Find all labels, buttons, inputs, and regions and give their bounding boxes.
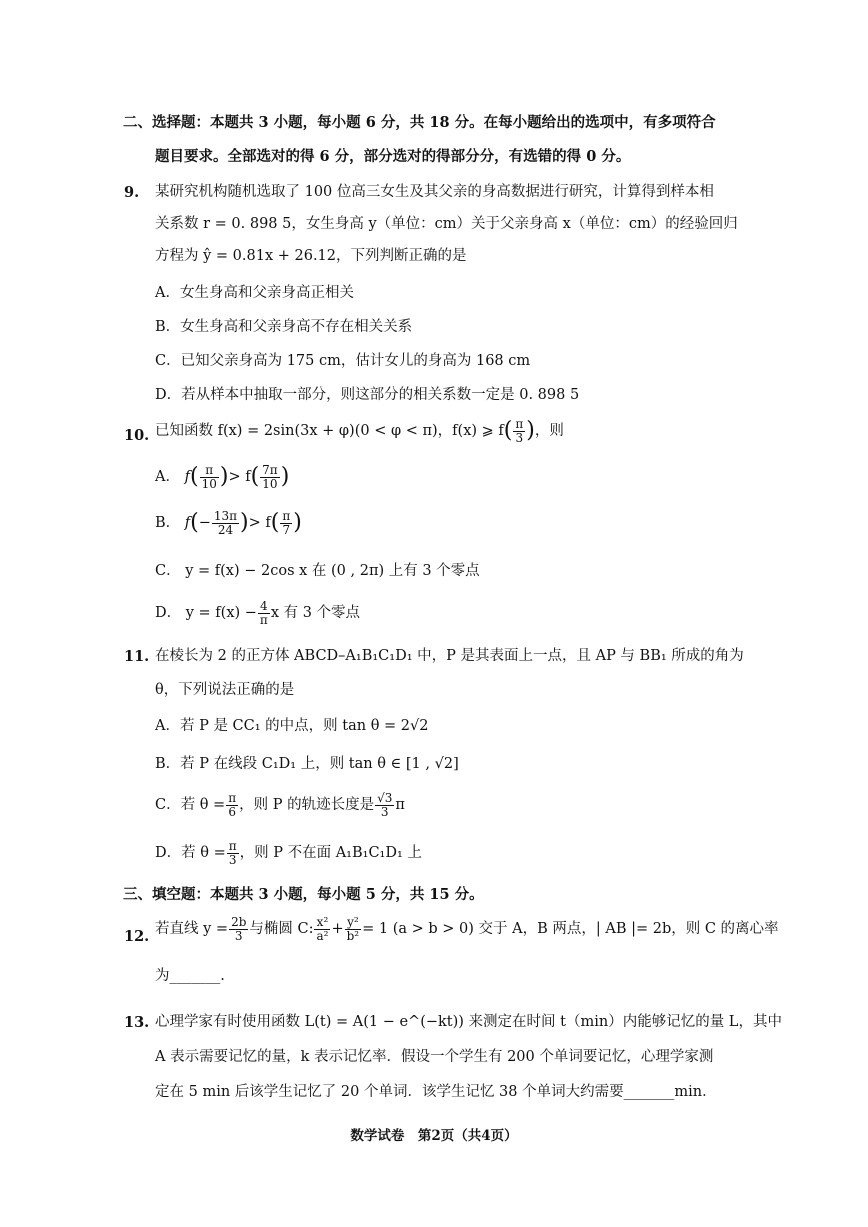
- section-2-heading-line1: 二、选择题：本题共 3 小题，每小题 6 分，共 18 分。在每小题给出的选项中，有多项符合: [123, 114, 716, 131]
- question-13-stem-line1: 心理学家有时使用函数 L(t) = A(1 − e^(−kt)) 来测定在时间 t（min）内能够记忆的量 L，其中: [155, 1014, 782, 1030]
- question-10-option-c: C． y = f(x) − 2cos x 在 (0 , 2π) 上有 3 个零点: [155, 563, 480, 579]
- question-12-number: 12.: [124, 928, 150, 945]
- question-11-option-a: A．若 P 是 CC₁ 的中点，则 tan θ = 2√2: [155, 718, 429, 734]
- question-10-option-b: B． f(− $\frac{13\pi}{24}$ )> f( $\frac{\pi}{7}$ ): [155, 509, 302, 537]
- question-12-stem-line1: 若直线 y = $\frac{2b}{3}$ 与椭圆 C: $\frac{\text{x²}}{\text{a²}}$ + $\frac{\text{y²}}{\text{b²}}$ = 1 (a > b > 0) 交于 A，B 两点，| AB |= 2b，则 C 的离心率: [155, 915, 779, 943]
- question-11-option-c: C．若 θ = $\frac{\pi}{6}$ ，则 P 的轨迹长度是 $\frac{√3}{3}$ π: [155, 791, 405, 819]
- question-10-stem: 已知函数 f(x) = 2sin(3x + φ)(0 < φ < π)，f(x) ⩾ f( $\frac{\pi}{3}$ )，则: [155, 417, 564, 445]
- question-10-stem-fraction: $\frac{\pi}{3}$: [515, 417, 524, 445]
- question-13-stem-line2: A 表示需要记忆的量，k 表示记忆率．假设一个学生有 200 个单词要记忆，心理学家测: [155, 1049, 714, 1065]
- question-13-stem-line3: 定在 5 min 后该学生记忆了 20 个单词．该学生记忆 38 个单词大约需要_______min．: [155, 1084, 717, 1100]
- question-13-number: 13.: [124, 1014, 150, 1031]
- question-9-number: 9.: [124, 184, 140, 201]
- question-11-stem-line2: θ，下列说法正确的是: [155, 682, 295, 698]
- question-9-stem-line3: 方程为 ŷ = 0.81x + 26.12，下列判断正确的是: [155, 248, 467, 264]
- section-3-heading: 三、填空题：本题共 3 小题，每小题 5 分，共 15 分。: [123, 886, 484, 903]
- question-9-option-c: C．已知父亲身高为 175 cm，估计女儿的身高为 168 cm: [155, 353, 531, 369]
- question-10-stem-prefix: 已知函数 f(x) = 2sin(3x + φ)(0 < φ < π)，f(x) ⩾ f: [155, 423, 504, 440]
- question-9-stem-line2: 关系数 r = 0. 898 5，女生身高 y（单位：cm）关于父亲身高 x（单位：cm）的经验回归: [155, 216, 738, 232]
- question-10-number: 10.: [124, 427, 150, 444]
- question-9-option-b: B．女生身高和父亲身高不存在相关关系: [155, 319, 413, 335]
- question-10-stem-suffix: ，则: [534, 423, 564, 440]
- section-2-heading-line2: 题目要求。全部选对的得 6 分，部分选对的得部分分，有选错的得 0 分。: [155, 148, 631, 165]
- question-11-option-d: D．若 θ = $\frac{\pi}{3}$ ，则 P 不在面 A₁B₁C₁D₁ 上: [155, 839, 422, 867]
- page-footer: 数学试卷 第2页（共4页）: [350, 1128, 518, 1144]
- question-11-stem-line1: 在棱长为 2 的正方体 ABCD–A₁B₁C₁D₁ 中，P 是其表面上一点，且 AP 与 BB₁ 所成的角为: [155, 648, 744, 664]
- question-9-option-a: A．女生身高和父亲身高正相关: [155, 285, 354, 301]
- question-11-option-b: B．若 P 在线段 C₁D₁ 上，则 tan θ ∈ [1 , √2]: [155, 756, 459, 772]
- question-12-stem-line2: 为_______.: [155, 968, 225, 984]
- question-9-stem-line1: 某研究机构随机选取了 100 位高三女生及其父亲的身高数据进行研究，计算得到样本相: [155, 184, 714, 200]
- question-10-option-d: D． y = f(x) − $\frac{4}{\pi}$ x 有 3 个零点: [155, 599, 361, 627]
- question-9-option-d: D．若从样本中抽取一部分，则这部分的相关系数一定是 0. 898 5: [155, 387, 580, 403]
- question-11-number: 11.: [124, 648, 150, 665]
- question-10-option-a: A． f( $\frac{\pi}{10}$ )> f( $\frac{7\pi}{10}$ ): [155, 463, 290, 491]
